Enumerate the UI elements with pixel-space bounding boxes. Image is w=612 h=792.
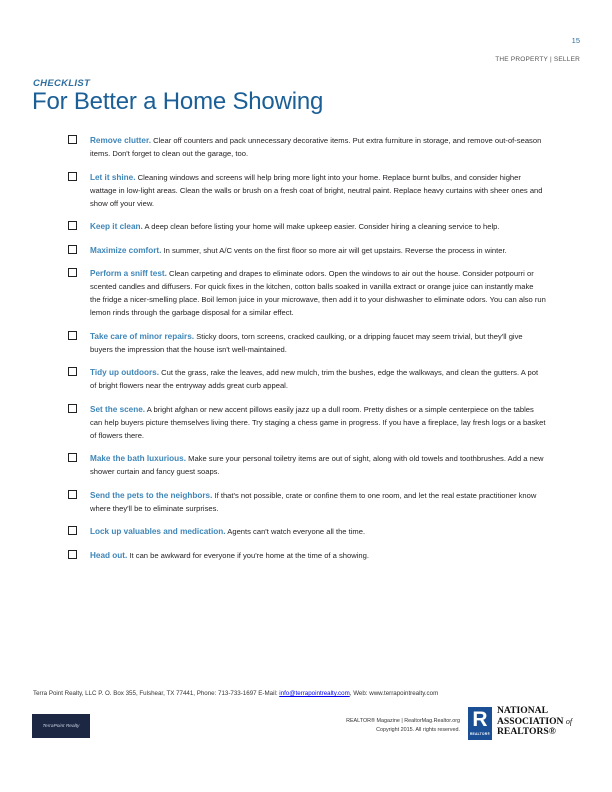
checkbox[interactable]	[68, 453, 77, 462]
nar-of: of	[565, 716, 573, 726]
checklist-item-heading: Keep it clean.	[90, 222, 143, 231]
checkbox[interactable]	[68, 331, 77, 340]
nar-line-3: REALTORS®	[497, 726, 556, 737]
checklist-item	[68, 452, 546, 478]
checklist-item	[68, 489, 546, 515]
checklist-item-heading: Let it shine.	[90, 172, 136, 182]
realtor-logo-letter: R	[472, 708, 488, 731]
checkbox[interactable]	[68, 404, 77, 413]
magazine-credit	[346, 717, 460, 735]
checklist-item-body: Agents can't watch everyone all the time.	[227, 527, 366, 536]
realtor-logo	[468, 707, 492, 740]
checklist-item-text	[90, 549, 546, 562]
checklist-item-text	[90, 489, 546, 515]
checklist-item-heading: Set the scene.	[90, 404, 146, 414]
logo-text: TerraPoint Realty	[42, 723, 80, 729]
checklist-item-body: Make sure your personal toiletry items are out of sight, along with old towels and toothbrushes. Add a new shower curtain and fancy guest soaps.	[90, 454, 544, 476]
contact-prefix: Terra Point Realty, LLC P. O. Box 355, Fulshear, TX 77441, Phone: 713-733-1697 E-Mail:	[33, 690, 280, 697]
checklist-eyebrow: CHECKLIST	[33, 78, 91, 89]
checklist-item-heading: Take care of minor repairs.	[90, 331, 195, 341]
checklist-item-heading: Tidy up outdoors.	[90, 368, 159, 377]
checkbox[interactable]	[68, 550, 77, 559]
footer-contact	[33, 690, 438, 697]
checklist-item-body: Sticky doors, torn screens, cracked caulking, or a dripping faucet may seem trivial, but they'll give buyers the impression that the house isn't well-maintained.	[90, 331, 523, 354]
checkbox[interactable]	[68, 135, 77, 144]
checklist-item	[68, 134, 546, 160]
checklist-item	[68, 171, 546, 210]
page-number: 15	[571, 36, 580, 45]
terrapoint-logo	[32, 714, 90, 738]
checkbox[interactable]	[68, 526, 77, 535]
contact-suffix: , Web: www.terrapointrealty.com	[349, 690, 439, 697]
email-link[interactable]: info@terrapointrealty.com	[279, 690, 350, 697]
realtor-logo-word: REALTOR®	[469, 732, 491, 736]
checklist-item-text	[90, 244, 546, 257]
checklist-item	[68, 244, 546, 257]
checkbox[interactable]	[68, 221, 77, 230]
checklist-item-body: Cut the grass, rake the leaves, add new mulch, trim the bushes, edge the walkways, and clean the gutters. A pot of bright flowers near the entryway adds great curb appeal.	[90, 368, 539, 390]
checklist-item	[68, 267, 546, 319]
checklist-item-heading: Maximize comfort.	[90, 245, 162, 255]
checkbox[interactable]	[68, 490, 77, 499]
checklist-item-text	[90, 267, 546, 319]
checklist-item-body: In summer, shut A/C vents on the first floor so more air will get upstairs. Reverse the process in winter.	[163, 245, 507, 255]
checklist-item-body: Clear off counters and pack unnecessary decorative items. Put extra furniture in storage, and remove out-of-season items. Don't forget to clean out the garage, too.	[90, 136, 542, 158]
nar-logo-text	[497, 706, 572, 738]
checklist-item-text	[90, 366, 546, 392]
credit-line-1: REALTOR® Magazine | RealtorMag.Realtor.org	[346, 718, 460, 724]
checklist-item-heading: Remove clutter.	[90, 136, 151, 145]
checklist-item-body: A deep clean before listing your home will make upkeep easier. Consider hiring a cleaning service to help.	[144, 222, 500, 231]
checklist-item	[68, 525, 546, 538]
checklist-item	[68, 330, 546, 356]
checklist-item-text	[90, 403, 546, 442]
checklist-item-heading: Head out.	[90, 550, 128, 560]
checklist-item-heading: Perform a sniff test.	[90, 269, 167, 278]
checklist-item-body: It can be awkward for everyone if you're home at the time of a showing.	[129, 550, 369, 560]
checklist-item-text	[90, 330, 546, 356]
checklist-item-body: Cleaning windows and screens will help bring more light into your home. Replace burnt bulbs, and consider higher wattage in low-light areas. Clean the walls or brush on a fresh coat of bright, neutral paint. Replace heavy curtains with sheer ones and show off your view.	[90, 172, 543, 208]
checklist-item-body: A bright afghan or new accent pillows easily jazz up a dull room. Pretty dishes or a simple centerpiece on the tables can help buyers picture themselves living there. Try staging a chess game in progress. If you have a fireplace, lay fresh logs or a basket of flowers there.	[90, 404, 546, 440]
checklist-item-text	[90, 220, 546, 233]
section-label: THE PROPERTY | SELLER	[495, 56, 580, 63]
checklist-item-text	[90, 171, 546, 210]
checklist-item-heading: Make the bath luxurious.	[90, 454, 186, 463]
checklist-item-text	[90, 525, 546, 538]
checklist-item-heading: Lock up valuables and medication.	[90, 527, 226, 536]
checklist-item-heading: Send the pets to the neighbors.	[90, 490, 213, 500]
checklist-item	[68, 366, 546, 392]
checkbox[interactable]	[68, 172, 77, 181]
checkbox[interactable]	[68, 268, 77, 277]
nar-line-2: ASSOCIATION	[497, 715, 564, 727]
checkbox[interactable]	[68, 245, 77, 254]
page-title: For Better a Home Showing	[32, 88, 324, 115]
nar-line-1: NATIONAL	[497, 705, 548, 716]
checklist-item	[68, 220, 546, 233]
checklist-item-text	[90, 452, 546, 478]
checklist-item-body: Clean carpeting and drapes to eliminate odors. Open the windows to air out the house. Consider potpourri or scented candles and diffusers. For quick fixes in the kitchen, cotton balls soaked in vanilla extract or orange juice can instantly make the fridge a nicer-smelling place. Boil lemon juice in your microwave, then add it to your dishwasher to eliminate odors. You can also run lemon rinds through the garbage disposal for a similar effect.	[90, 269, 546, 317]
checklist	[68, 134, 546, 572]
checklist-item	[68, 549, 546, 562]
checklist-item-body: If that's not possible, crate or confine them to one room, and let the real estate practitioner know where they'll be to eliminate surprises.	[90, 490, 537, 513]
checklist-item	[68, 403, 546, 442]
checklist-item-text	[90, 134, 546, 160]
checkbox[interactable]	[68, 367, 77, 376]
credit-line-2: Copyright 2015. All rights reserved.	[376, 727, 460, 733]
